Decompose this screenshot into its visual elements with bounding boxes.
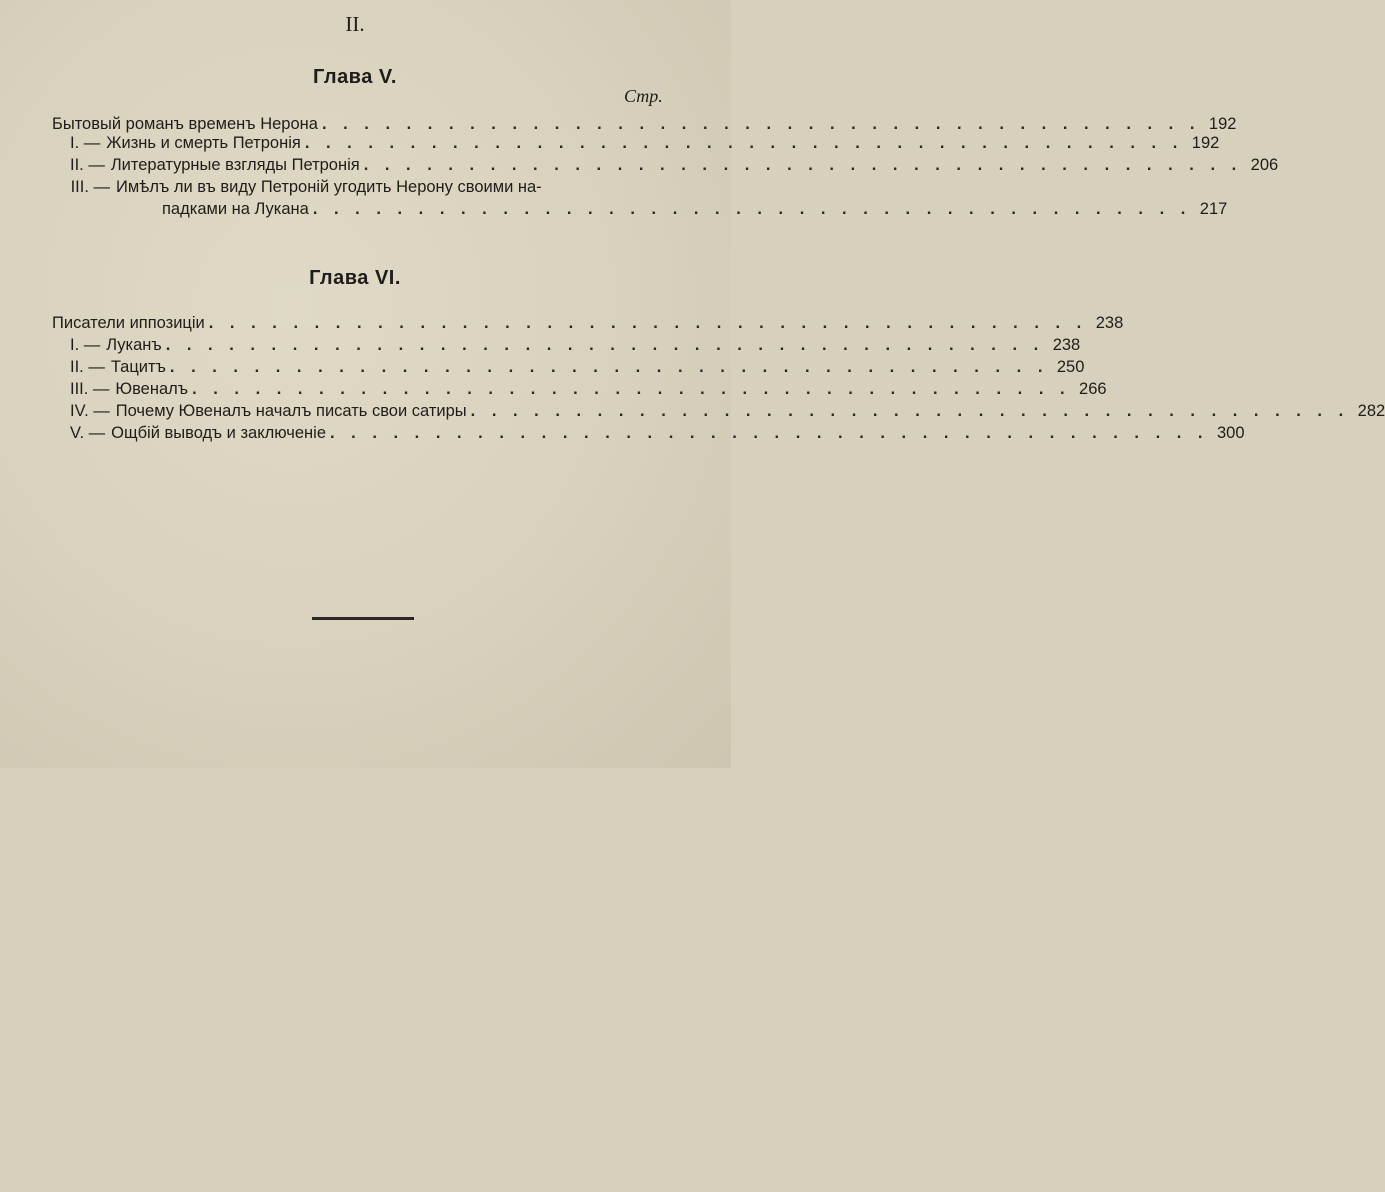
toc-entry-page: 250 bbox=[1056, 358, 1085, 376]
closing-rule bbox=[312, 617, 414, 620]
toc-entry-number: II. — bbox=[70, 156, 105, 174]
page-column-label: Стр. bbox=[624, 86, 663, 106]
toc-entry-title-line2: падками на Лукана bbox=[162, 200, 309, 218]
toc-entry-number: V. — bbox=[70, 424, 106, 442]
toc-entry-number: IV. — bbox=[70, 402, 110, 420]
toc-entry-page: 238 bbox=[1052, 336, 1081, 354]
toc-entry-page: 192 bbox=[1191, 134, 1220, 152]
toc-entry-page: 282 bbox=[1357, 402, 1385, 420]
toc-entry-page: 217 bbox=[1199, 200, 1228, 218]
leader-dots: . . . . . . . . . . . . . . . . . . . . . . . . . . . . . . . . . . . . . . . . . . bbox=[208, 314, 1088, 332]
toc-entry-title: Почему Ювеналъ началъ писать свои сатиры bbox=[115, 402, 467, 420]
toc-entry-page: 266 bbox=[1079, 380, 1107, 398]
toc-entry-number: III. — bbox=[70, 380, 110, 398]
toc-entry-title: Литературные взгляды Петронія bbox=[110, 156, 360, 174]
toc-entry-wrapped bbox=[70, 178, 670, 200]
leader-dots: . . . . . . . . . . . . . . . . . . . . . . . . . . . . . . . . . . . . . . . . . . bbox=[312, 200, 1192, 218]
toc-entry bbox=[70, 424, 1245, 446]
leader-dots: . . . . . . . . . . . . . . . . . . . . . . . . . . . . . . . . . . . . . . . . . . bbox=[330, 424, 1209, 442]
toc-entry bbox=[70, 336, 1081, 358]
leader-dots: . . . . . . . . . . . . . . . . . . . . . . . . . . . . . . . . . . . . . . . . . . bbox=[169, 358, 1049, 376]
chapter-6-heading: Глава VI. bbox=[309, 267, 401, 289]
toc-entry-number: I. — bbox=[70, 134, 101, 152]
toc-entry-title: Ювеналъ bbox=[115, 380, 189, 398]
toc-entry-page: 238 bbox=[1095, 314, 1124, 332]
toc-entry-number: III. — bbox=[70, 178, 110, 196]
leader-dots: . . . . . . . . . . . . . . . . . . . . . . . . . . . . . . . . . . . . . . . . . . bbox=[363, 156, 1243, 174]
toc-entry bbox=[70, 380, 1107, 402]
leader-dots: . . . . . . . . . . . . . . . . . . . . . . . . . . . . . . . . . . . . . . . . . . bbox=[304, 134, 1184, 152]
toc-entry-title: Бытовый романъ временъ Нерона bbox=[52, 115, 318, 133]
toc-entry-page: 300 bbox=[1216, 424, 1245, 442]
toc-entry-main bbox=[52, 314, 1124, 336]
toc-entry-page: 206 bbox=[1250, 156, 1279, 174]
toc-entry-continuation bbox=[162, 200, 1228, 222]
chapter-5-heading: Глава V. bbox=[313, 66, 397, 88]
toc-entry bbox=[70, 402, 1385, 424]
toc-entry-title: Ощбій выводъ и заключеніе bbox=[111, 424, 326, 442]
toc-entry bbox=[70, 134, 1220, 156]
toc-entry bbox=[70, 358, 1085, 380]
toc-entry bbox=[70, 156, 1279, 178]
toc-entry-title: Жизнь и смерть Петронія bbox=[106, 134, 301, 152]
toc-entry-page: 192 bbox=[1208, 115, 1237, 133]
toc-entry-title: Луканъ bbox=[106, 336, 162, 354]
page-number: II. bbox=[345, 12, 365, 36]
toc-entry-number: II. — bbox=[70, 358, 105, 376]
leader-dots: . . . . . . . . . . . . . . . . . . . . . . . . . . . . . . . . . . . . . . . . . . bbox=[192, 380, 1071, 398]
toc-entry-number: I. — bbox=[70, 336, 101, 354]
leader-dots: . . . . . . . . . . . . . . . . . . . . . . . . . . . . . . . . . . . . . . . . . . bbox=[470, 402, 1350, 420]
toc-entry-title-line1: Имѣлъ ли въ виду Петроній угодить Нерону своими на- bbox=[116, 178, 542, 196]
toc-entry-title: Писатели иппозиціи bbox=[52, 314, 205, 332]
leader-dots: . . . . . . . . . . . . . . . . . . . . . . . . . . . . . . . . . . . . . . . . . . bbox=[165, 336, 1045, 354]
toc-entry-title: Тацитъ bbox=[110, 358, 166, 376]
leader-dots: . . . . . . . . . . . . . . . . . . . . . . . . . . . . . . . . . . . . . . . . . . bbox=[321, 115, 1201, 133]
